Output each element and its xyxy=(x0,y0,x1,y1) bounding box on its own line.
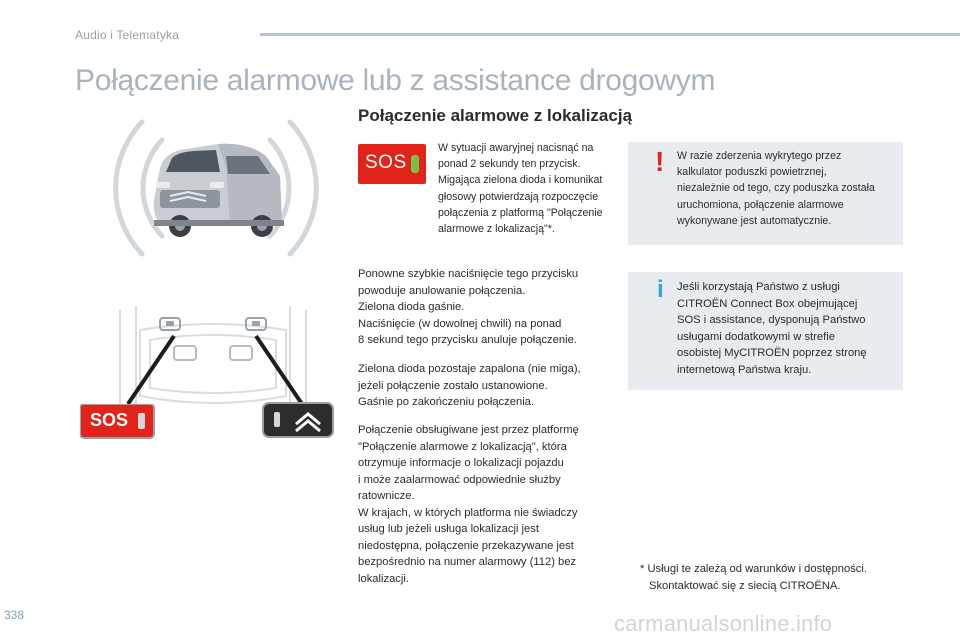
illustration-assistance-button xyxy=(262,402,336,440)
footnote: * Usługi te zależą od warunków i dostępności. Skontaktować się z siecią CITROËNA. xyxy=(640,563,867,592)
sos-button-icon xyxy=(358,144,426,184)
warning-text: W razie zderzenia wykrytego przez kalkulator poduszki powietrznej, niezależnie od tego, czy poduszka została uruchomiona, połączenie alarmowe wykonywane jest automatycznie. xyxy=(677,150,875,227)
green-led-icon xyxy=(411,155,419,173)
instruction-press-sos: W sytuacji awaryjnej nacisnąć na ponad 2 sekundy ten przycisk. Migająca zielona dioda i komunikat głosowy potwierdzają rozpoczęcie połączenia z platformą "Połączenie alarmowe z lokalizacją"*. xyxy=(438,142,603,236)
section-heading: Połączenie alarmowe z lokalizacją xyxy=(358,106,633,125)
instruction-cancel: Ponowne szybkie naciśnięcie tego przycisku powoduje anulowanie połączenia. Zielona dioda gaśnie. Naciśnięcie (w dowolnej chwili) na ponad 8 sekund tego przycisku anuluje połączenie. xyxy=(358,268,579,346)
signal-arc xyxy=(290,122,316,254)
illustration-sos-label: SOS xyxy=(90,410,129,430)
warning-icon: ! xyxy=(655,146,665,177)
page-number: 338 xyxy=(4,608,25,622)
section-label: Audio i Telematyka xyxy=(75,28,180,42)
van-illustration xyxy=(98,108,334,268)
header-rule xyxy=(260,33,960,36)
info-icon: i xyxy=(657,276,664,303)
page-title: Połączenie alarmowe lub z assistance drogowym xyxy=(75,64,716,97)
signal-arc xyxy=(116,122,142,254)
platform-description: Połączenie obsługiwane jest przez platformę "Połączenie alarmowe z lokalizacją", która otrzymuje informacje o lokalizacji pojazdu i może zaalarmować odpowiednie służby ratownicze. W krajach, w których platforma nie świadczy usług lub jeżeli usługa lokalizacji jest niedostępna, połączenie przekazywane jest bezpośrednio na numer alarmowy (112) bez lokalizacji. xyxy=(358,424,579,585)
instruction-led-status: Zielona dioda pozostaje zapalona (nie miga), jeżeli połączenie zostało ustanowione. Gaśnie po zakończeniu połączenia. xyxy=(358,363,581,408)
watermark: carmanualsonline.info xyxy=(614,611,833,636)
info-text: Jeśli korzystają Państwo z usługi CITROËN Connect Box obejmującej SOS i assistance, dysponują Państwo usługami dodatkowymi w strefie osobistej MyCITROËN poprzez stronę internetową Państwa kraju. xyxy=(677,281,867,376)
sos-label: SOS xyxy=(365,152,407,173)
